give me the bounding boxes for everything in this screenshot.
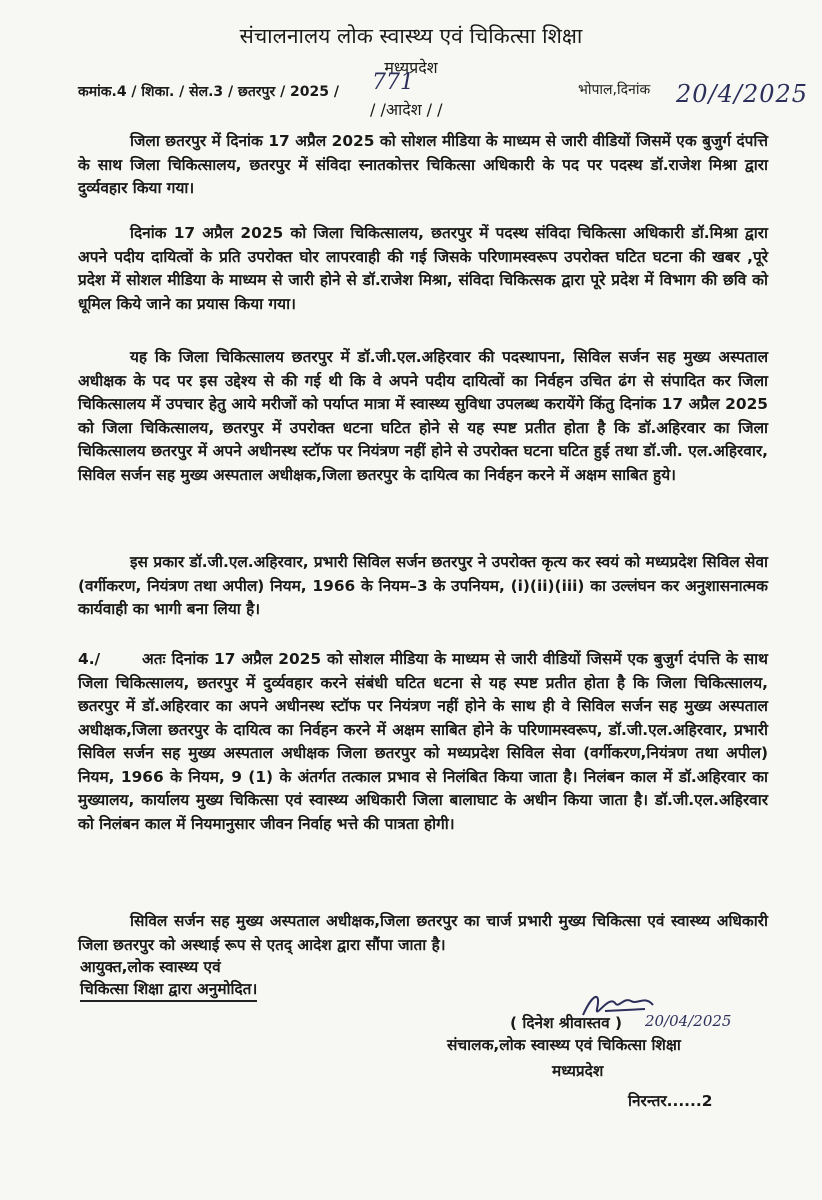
handwritten-date: 20/4/2025 [676, 80, 809, 108]
paragraph-number: 4./ [78, 650, 101, 668]
paragraph-2-text: दिनांक 17 अप्रैल 2025 को जिला चिकित्सालय, छतरपुर में पदस्थ संविदा चिकित्सा अधिकारी डॉ.मिश्रा द्वारा अपने पदीय दायित्वों के प्रति उपरोक्त घोर लापरवाही की गई जिसके परिणामस्वरूप उपरोक्त घटित घटना की खबर ,पूरे प्रदेश में सोशल मीडिया के माध्यम से जारी होने से डॉ.राजेश मिश्रा, संविदा चिकित्सक द्वारा पूरे प्रदेश में विभाग की छवि को धूमिल किये जाने का प्रयास किया गया। [78, 224, 768, 313]
paragraph-3 [78, 346, 768, 487]
numbered-paragraph-text: अतः दिनांक 17 अप्रैल 2025 को सोशल मीडिया के माध्यम से जारी वीडियों जिसमें एक बुजुर्ग दंपत्ति के साथ जिला चिकित्सालय, छतरपुर में दुर्व्यवहार करने संबंधी घटित धटना से यह स्पष्ट प्रतीत होता है कि जिला चिकित्सालय, छतरपुर में डॉ.अहिरवार का अपने अधीनस्थ स्टॉफ पर नियंत्रण नहीं होने के साथ ही वे सिविल सर्जन सह मुख्य अस्पताल अधीक्षक,जिला छतरपुर के दायित्व का निर्वहन करने में अक्षम साबित होने के परिणामस्वरूप, डॉ.जी.एल.अहिरवार, प्रभारी सिविल सर्जन सह मुख्य अस्पताल अधीक्षक जिला छतरपुर को मध्यप्रदेश सिविल सेवा (वर्गीकरण,नियंत्रण तथा अपील) नियम, 1966 के नियम, 9 (1) के अंतर्गत तत्काल प्रभाव से निलंबित किया जाता है। निलंबन काल में डॉ.अहिरवार का मुख्यालय, कार्यालय मुख्य चिकित्सा एवं स्वास्थ्य अधिकारी जिला बालाघाट के अधीन किया जाता है। डॉ.जी.एल.अहिरवार को निलंबन काल में नियमानुसार जीवन निर्वाह भत्ते की पात्रता होगी। [78, 650, 768, 833]
paragraph-2 [78, 222, 768, 316]
state-name: मध्यप्रदेश [384, 58, 438, 77]
signatory-name: ( दिनेश श्रीवास्तव ) [510, 1014, 623, 1032]
continued-marker: निरन्तर......2 [628, 1092, 713, 1110]
handwritten-order-number: 771 [372, 70, 414, 95]
paragraph-3-text: यह कि जिला चिकित्सालय छतरपुर में डॉ.जी.एल.अहिरवार की पदस्थापना, सिविल सर्जन सह मुख्य अस्पताल अधीक्षक के पद पर इस उद्देश्य से की गई थी कि वे अपने पदीय दायित्वों का निर्वहन उचित ढंग से संपादित कर जिला चिकित्सालय में उपचार हेतु आये मरीजों को पर्याप्त मात्रा में स्वास्थ्य सुविधा उपलब्ध करायेंगे किंतु दिनांक 17 अप्रैल 2025 को जिला चिकित्सालय, छतरपुर में उपरोक्त धटना घटित होने से यह स्पष्ट प्रतीत होता है कि डॉ.अहिरवार का जिला चिकित्सालय छतरपुर में अपने अधीनस्थ स्टॉफ पर नियंत्रण नहीं होने से उपरोक्त घटना घटित हुई तथा डॉ.जी. एल.अहिरवार, सिविल सर्जन सह मुख्य अस्पताल अधीक्षक,जिला छतरपुर के दायित्व का निर्वहन करने में अक्षम साबित हुये। [78, 348, 769, 484]
numbered-paragraph [78, 648, 768, 836]
paragraph-1 [78, 130, 768, 201]
signatory-state: मध्यप्रदेश [552, 1062, 604, 1080]
order-heading: / /आदेश / / [370, 100, 443, 119]
paragraph-1-text: जिला छतरपुर में दिनांक 17 अप्रैल 2025 को सोशल मीडिया के माध्यम से जारी वीडियों जिसमें एक बुजुर्ग दंपत्ति के साथ जिला चिकित्सालय, छतरपुर में संविदा स्नातकोत्तर चिकित्सा अधिकारी के पद पर पदस्थ डॉ.राजेश मिश्रा द्वारा दुर्व्यवहार किया गया। [78, 132, 768, 197]
approval-line-2: चिकित्सा शिक्षा द्वारा अनुमोदित। [80, 980, 257, 1002]
charge-paragraph [78, 910, 768, 957]
paragraph-4-text: इस प्रकार डॉ.जी.एल.अहिरवार, प्रभारी सिविल सर्जन छतरपुर ने उपरोक्त कृत्य कर स्वयं को मध्यप्रदेश सिविल सेवा (वर्गीकरण, नियंत्रण तथा अपील) नियम, 1966 के नियम–3 के उपनियम, (i)(ii)(iii) का उल्लंघन कर अनुशासनात्मक कार्यवाही का भागी बना लिया है। [78, 553, 768, 618]
signatory-designation: संचालक,लोक स्वास्थ्य एवं चिकित्सा शिक्षा [447, 1036, 681, 1054]
approval-note [80, 956, 257, 1000]
approval-line-1: आयुक्त,लोक स्वास्थ्य एवं [80, 958, 221, 976]
place-date-label: भोपाल,दिनांक [578, 82, 651, 98]
reference-number: कमांक.4 / शिका. / सेल.3 / छतरपुर / 2025 / [78, 84, 340, 100]
department-title: संचालनालय लोक स्वास्थ्य एवं चिकित्सा शिक्षा [239, 24, 583, 48]
paragraph-4 [78, 551, 768, 622]
signature-date: 20/04/2025 [645, 1012, 732, 1030]
charge-paragraph-text: सिविल सर्जन सह मुख्य अस्पताल अधीक्षक,जिला छतरपुर का चार्ज प्रभारी मुख्य चिकित्सा एवं स्वास्थ्य अधिकारी जिला छतरपुर को अस्थाई रूप से एतद् आदेश द्वारा सौंपा जाता है। [78, 912, 768, 954]
